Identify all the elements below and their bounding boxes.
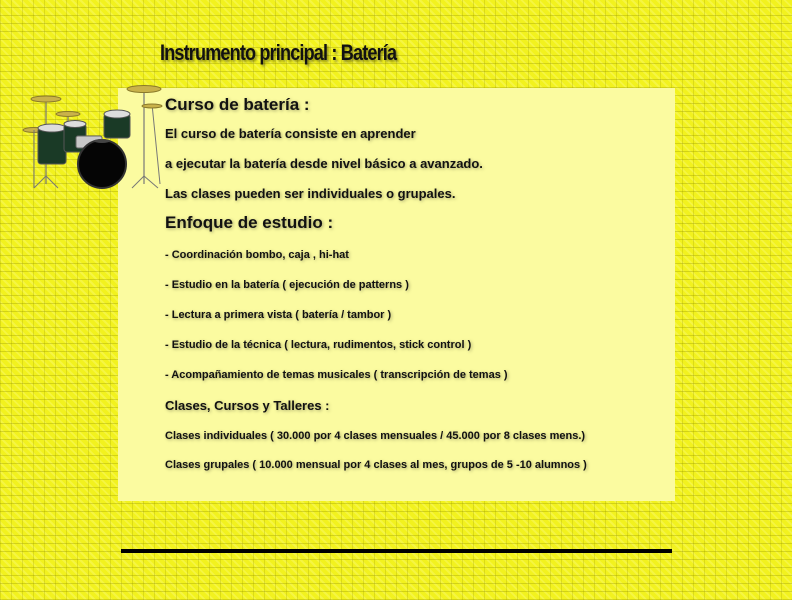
classes-item: Clases grupales ( 10.000 mensual por 4 clases al mes, grupos de 5 -10 alumnos ) [165,459,587,471]
course-line: El curso de batería consiste en aprender [165,126,416,141]
drum-kit-icon [14,84,166,196]
page-title: Instrumento principal : Batería [160,40,397,65]
course-heading: Curso de batería : [165,95,310,114]
course-line: a ejecutar la batería desde nivel básico a avanzado. [165,156,483,171]
focus-item: - Estudio en la batería ( ejecución de patterns ) [165,279,409,291]
classes-item: Clases individuales ( 30.000 por 4 clases mensuales / 45.000 por 8 clases mens.) [165,430,586,442]
bottom-divider [121,549,672,553]
focus-item: - Acompañamiento de temas musicales ( transcripción de temas ) [165,369,508,381]
focus-item: - Coordinación bombo, caja , hi-hat [165,249,349,261]
focus-heading: Enfoque de estudio : [165,213,334,232]
focus-item: - Lectura a primera vista ( batería / tambor ) [165,309,392,321]
focus-item: - Estudio de la técnica ( lectura, rudimentos, stick control ) [165,339,472,351]
classes-heading: Clases, Cursos y Talleres : [165,398,330,413]
course-line: Las clases pueden ser individuales o grupales. [165,186,456,201]
